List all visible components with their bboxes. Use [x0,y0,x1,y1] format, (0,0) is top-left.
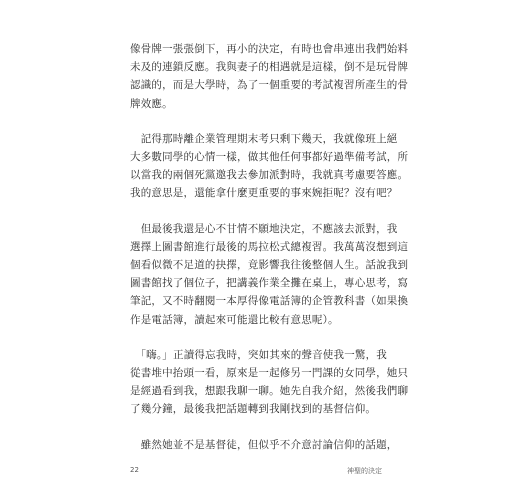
text-line: 我的意思是，還能拿什麼更重要的事來婉拒呢？沒有吧？ [130,187,398,200]
running-title: 神聖的決定 [347,467,382,475]
text-line: 大多數同學的心情一樣，做其他任何事都好過準備考試，所 [130,151,409,164]
text-line: 筆記，又不時翻閱一本厚得像電話簿的企管教科書（如果換 [130,295,409,308]
text-line: 記得那時離企業管理期末考只剩下幾天，我就像班上絕 [130,132,398,145]
text-line: 圖書館找了個位子，把講義作業全攤在桌上，專心思考，寫 [130,277,409,290]
text-line: 個看似微不足道的抉擇，竟影響我往後整個人生。話說我到 [130,259,409,272]
text-line: 雖然她並不是基督徒，但似乎不介意討論信仰的話題， [130,438,398,451]
paragraph [130,40,409,113]
paragraph [130,220,409,329]
text-line: 作是電話簿，讀起來可能還比較有意思呢）。 [130,313,339,326]
text-line: 選擇上圖書館進行最後的馬拉松式總複習。我萬萬沒想到這 [130,240,409,253]
paragraph [130,436,398,454]
text-line: 牌效應。 [130,97,173,110]
text-line: 未及的連鎖反應。我與妻子的相遇就是這樣，倒不是玩骨牌 [130,61,409,74]
text-line: 從書堆中抬頭一看，原來是一起修另一門課的女同學，她只 [130,367,409,380]
text-line: 但最後我還是心不甘情不願地決定，不應該去派對，我 [130,222,398,235]
paragraph [130,130,409,203]
text-line: 像骨牌一張張倒下，再小的決定，有時也會串連出我們始料 [130,43,409,55]
text-line: 以當我的兩個死黨邀我去參加派對時，我就真考慮要答應。 [130,169,409,182]
text-line: 「嗨。」正讀得忘我時，突如其來的聲音使我一驚，我 [130,348,387,361]
text-line: 認識的，而是大學時，為了一個重要的考試複習所產生的骨 [130,79,409,92]
page-number: 22 [130,466,139,474]
text-line: 是經過看到我，想跟我聊一聊。她先自我介紹，然後我們聊 [130,385,409,398]
paragraph [130,346,409,419]
text-line: 了幾分鐘，最後我把話題轉到我剛找到的基督信仰。 [130,403,377,416]
